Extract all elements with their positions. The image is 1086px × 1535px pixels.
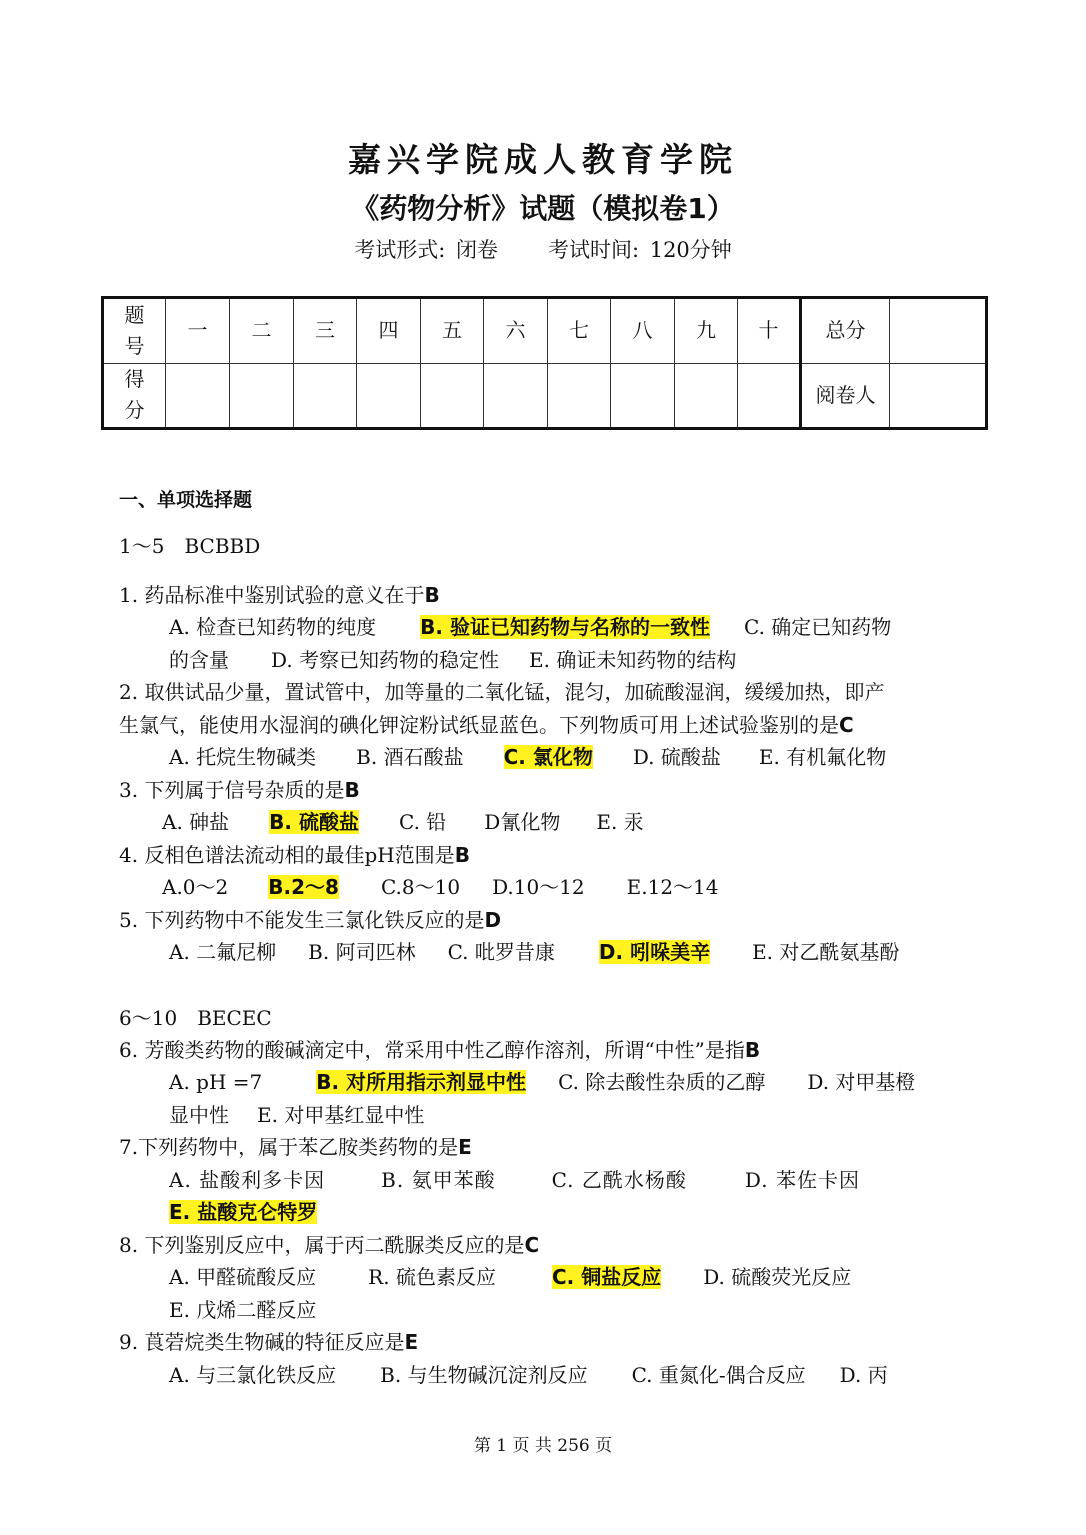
row-label-question-number: 题号 <box>103 298 166 364</box>
score-cell <box>166 363 230 429</box>
col-7: 七 <box>548 298 611 364</box>
score-cell <box>357 363 421 429</box>
question-options: A. 甲醛硫酸反应 R. 硫色素反应 C. 铜盐反应 D. 硫酸荧光反应 <box>169 1265 852 1289</box>
col-6: 六 <box>484 298 548 364</box>
col-9: 九 <box>675 298 738 364</box>
score-cell <box>548 363 611 429</box>
question-options: A. pH =7 B. 对所用指示剂显中性 C. 除去酸性杂质的乙醇 D. 对甲基橙 <box>169 1070 916 1094</box>
col-3: 三 <box>294 298 357 364</box>
score-cell <box>611 363 675 429</box>
question-stem: 8. 下列鉴别反应中，属于丙二酰脲类反应的是C <box>119 1233 540 1257</box>
group-answers: 6～10 BECEC <box>119 1006 272 1030</box>
score-cell <box>675 363 738 429</box>
group-answers: 1～5 BCBBD <box>119 534 261 558</box>
question-stem: 6. 芳酸类药物的酸碱滴定中，常采用中性乙醇作溶剂，所谓“中性”是指B <box>119 1038 761 1062</box>
score-cell <box>230 363 294 429</box>
exam-title: 《药物分析》试题（模拟卷1） <box>351 192 735 225</box>
exam-info <box>0 234 1086 264</box>
exam-time: 考试时间: 120分钟 <box>547 238 732 262</box>
question-options: A. 托烷生物碱类 B. 酒石酸盐 C. 氯化物 D. 硫酸盐 E. 有机氟化物 <box>169 745 887 769</box>
question-options: 的含量 D. 考察已知药物的稳定性 E. 确证未知药物的结构 <box>169 648 737 672</box>
question-stem: 生氯气，能使用水湿润的碘化钾淀粉试纸显蓝色。下列物质可用上述试验鉴别的是C <box>119 713 854 737</box>
score-cell <box>738 363 801 429</box>
question-options: A. 盐酸利多卡因 B. 氨甲苯酸 C. 乙酰水杨酸 D. 苯佐卡因 <box>169 1168 860 1192</box>
question-options: A. 砷盐 B. 硫酸盐 C. 铅 D氰化物 E. 汞 <box>162 810 644 834</box>
score-cell <box>484 363 548 429</box>
question-options: E. 戊烯二醛反应 <box>169 1298 317 1322</box>
question-stem: 9. 莨菪烷类生物碱的特征反应是E <box>119 1330 419 1354</box>
col-10: 十 <box>738 298 801 364</box>
total-label: 总分 <box>801 298 890 364</box>
exam-form: 考试形式: 闭卷 <box>354 238 498 262</box>
question-options: 显中性 E. 对甲基红显中性 <box>169 1103 425 1127</box>
question-stem: 3. 下列属于信号杂质的是B <box>119 778 360 802</box>
question-options: A.0～2 B.2～8 C.8～10 D.10～12 E.12～14 <box>162 875 719 899</box>
score-cell <box>294 363 357 429</box>
col-1: 一 <box>166 298 230 364</box>
row-label-score: 得分 <box>103 363 166 429</box>
section-title: 一、单项选择题 <box>119 489 253 511</box>
score-table <box>101 296 988 430</box>
question-options: E. 盐酸克仑特罗 <box>169 1200 318 1224</box>
question-options: A. 与三氯化铁反应 B. 与生物碱沉淀剂反应 C. 重氮化-偶合反应 D. 丙 <box>169 1363 888 1387</box>
col-8: 八 <box>611 298 675 364</box>
grader-label: 阅卷人 <box>801 363 890 429</box>
question-options: A. 检查已知药物的纯度 B. 验证已知药物与名称的一致性 C. 确定已知药物 <box>169 615 892 639</box>
question-stem: 4. 反相色谱法流动相的最佳pH范围是B <box>119 843 470 867</box>
col-5: 五 <box>421 298 484 364</box>
question-stem: 5. 下列药物中不能发生三氯化铁反应的是D <box>119 908 502 932</box>
institution-title: 嘉兴学院成人教育学院 <box>348 140 738 179</box>
col-2: 二 <box>230 298 294 364</box>
page-footer: 第 1 页 共 256 页 <box>473 1436 613 1456</box>
col-4: 四 <box>357 298 421 364</box>
question-stem: 2. 取供试品少量，置试管中，加等量的二氧化锰，混匀，加硫酸湿润，缓缓加热，即产 <box>119 680 885 704</box>
question-stem: 1. 药品标准中鉴别试验的意义在于B <box>119 583 440 607</box>
question-stem: 7.下列药物中，属于苯乙胺类药物的是E <box>119 1135 472 1159</box>
question-options: A. 二氟尼柳 B. 阿司匹林 C. 吡罗昔康 D. 吲哚美辛 E. 对乙酰氨基酚 <box>169 940 900 964</box>
score-cell <box>421 363 484 429</box>
grader-value <box>890 363 987 429</box>
total-value <box>890 298 987 364</box>
